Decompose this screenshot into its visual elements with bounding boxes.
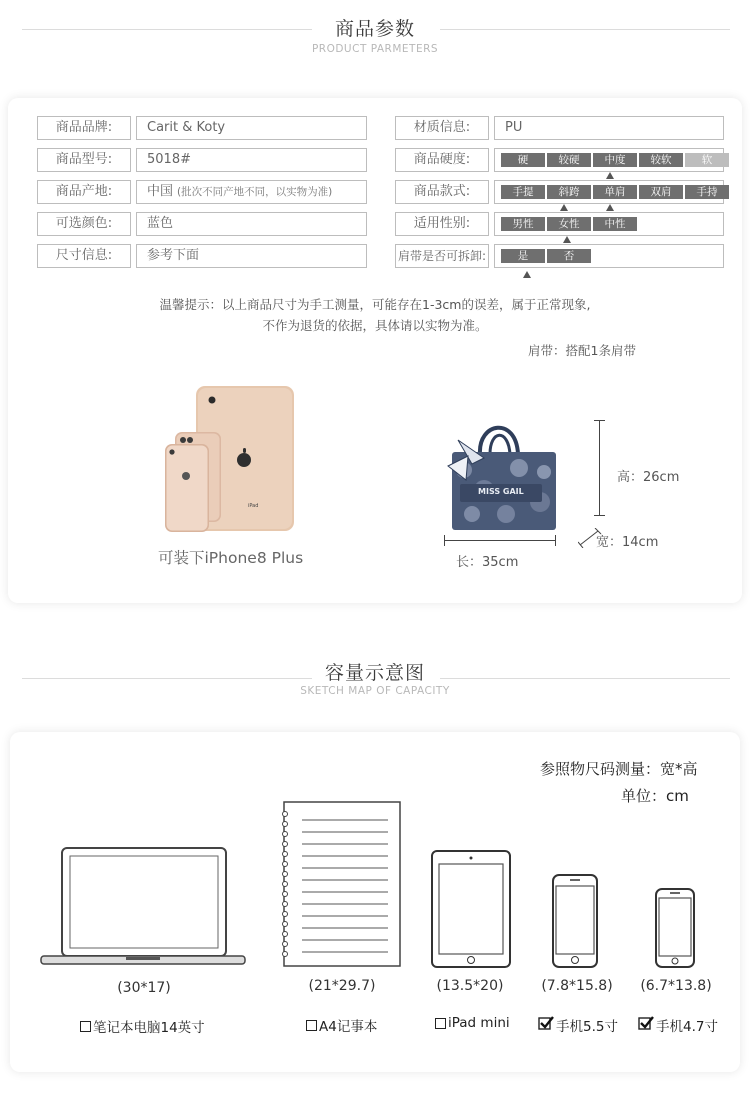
device-label-text: 笔记本电脑14英寸 — [93, 1020, 205, 1036]
height-dimension-line — [599, 420, 600, 515]
device-size: (30*17) — [117, 980, 171, 996]
style-option: 手提 — [501, 185, 545, 199]
style-option: 双肩 — [639, 185, 683, 199]
origin-country: 中国 — [147, 184, 174, 199]
hardness-label: 商品硬度: — [395, 148, 489, 172]
strap-label: 肩带是否可拆卸: — [395, 244, 489, 268]
height-dimension-cap — [594, 515, 605, 516]
gender-label: 适用性别: — [395, 212, 489, 236]
strap-marker-icon — [523, 271, 531, 278]
notebook-illustration — [280, 800, 404, 968]
strap-scale — [494, 244, 724, 268]
length-dimension-cap — [444, 535, 445, 546]
size-value: 参考下面 — [136, 244, 367, 268]
device-notebook-label — [306, 1015, 377, 1035]
device-label-text: A4记事本 — [319, 1019, 378, 1035]
material-label: 材质信息: — [395, 116, 489, 140]
tip-line-1: 温馨提示：以上商品尺寸为手工测量，可能存在1-3cm的误差，属于正常现象, — [159, 297, 591, 312]
style-marker-icon — [560, 204, 568, 211]
brand-label: 商品品牌: — [37, 116, 131, 140]
fit-caption: 可装下iPhone8 Plus — [158, 549, 304, 567]
height-dimension-cap — [594, 420, 605, 421]
origin-label: 商品产地: — [37, 180, 131, 204]
checkbox-icon — [80, 1021, 91, 1032]
device-phone-47-label — [638, 1015, 718, 1035]
style-scale — [494, 180, 724, 204]
checkmark-icon — [538, 1016, 554, 1034]
origin-note: (批次不同产地不同，以实物为准) — [177, 186, 333, 198]
brand-value: Carit & Koty — [136, 116, 367, 140]
hardness-option: 硬 — [501, 153, 545, 167]
material-value: PU — [494, 116, 724, 140]
device-size: (7.8*15.8) — [541, 978, 613, 994]
bag-image — [444, 410, 564, 535]
color-value: 蓝色 — [136, 212, 367, 236]
device-size: (13.5*20) — [436, 978, 504, 994]
strap-note: 肩带：搭配1条肩带 — [528, 343, 636, 358]
section-subtitle: SKETCH MAP OF CAPACITY — [300, 685, 450, 697]
section-title: 容量示意图 — [324, 662, 425, 684]
hardness-option: 较软 — [639, 153, 683, 167]
bag-width: 宽：14cm — [596, 535, 659, 550]
ipad-text: iPad — [248, 503, 259, 509]
style-label: 商品款式: — [395, 180, 489, 204]
style-option-selected: 单肩 — [593, 185, 637, 199]
gender-option: 中性 — [593, 217, 637, 231]
strap-option: 否 — [547, 249, 591, 263]
checkmark-icon — [638, 1016, 654, 1034]
bag-length: 长：35cm — [456, 555, 519, 570]
laptop-illustration — [40, 846, 246, 968]
hardness-option-selected: 中度 — [593, 153, 637, 167]
checkbox-icon — [306, 1020, 317, 1031]
hardness-scale — [494, 148, 724, 172]
device-size: (21*29.7) — [308, 978, 376, 994]
phone-47-illustration — [655, 888, 695, 968]
hardness-option: 软 — [685, 153, 729, 167]
style-option: 手持 — [685, 185, 729, 199]
device-label-text: 手机4.7寸 — [656, 1019, 718, 1035]
color-label: 可选颜色: — [37, 212, 131, 236]
device-ipad-mini-label — [435, 1015, 510, 1031]
gender-scale — [494, 212, 724, 236]
ipad-mini-illustration — [431, 850, 511, 968]
reference-note: 参照物尺码测量：宽*高 — [540, 760, 698, 778]
bag-logo: MISS GAIL — [478, 487, 524, 496]
gender-option-selected: 女性 — [547, 217, 591, 231]
device-size: (6.7*13.8) — [640, 978, 712, 994]
device-phone-55-label — [538, 1015, 618, 1035]
origin-value — [136, 180, 367, 204]
devices-illustration — [158, 380, 318, 540]
hardness-marker-icon — [606, 172, 614, 179]
device-laptop-label — [80, 1016, 205, 1036]
length-dimension-line — [444, 540, 556, 541]
checkbox-icon — [435, 1018, 446, 1029]
reference-unit: 单位：cm — [621, 787, 689, 805]
bag-height: 高：26cm — [617, 470, 680, 485]
gender-option: 男性 — [501, 217, 545, 231]
size-label: 尺寸信息: — [37, 244, 131, 268]
phone-55-illustration — [552, 874, 598, 968]
style-marker-icon — [606, 204, 614, 211]
device-label-text: 手机5.5寸 — [556, 1019, 618, 1035]
device-label-text: iPad mini — [448, 1015, 510, 1031]
strap-option-selected: 是 — [501, 249, 545, 263]
hardness-option: 较硬 — [547, 153, 591, 167]
style-option-selected: 斜跨 — [547, 185, 591, 199]
model-value: 5018# — [136, 148, 367, 172]
length-dimension-cap — [555, 535, 556, 546]
tip-line-2: 不作为退货的依据，具体请以实物为准。 — [262, 318, 488, 333]
section-subtitle: PRODUCT PARMETERS — [311, 43, 439, 55]
gender-marker-icon — [563, 236, 571, 243]
model-label: 商品型号: — [37, 148, 131, 172]
section-title: 商品参数 — [334, 18, 415, 40]
